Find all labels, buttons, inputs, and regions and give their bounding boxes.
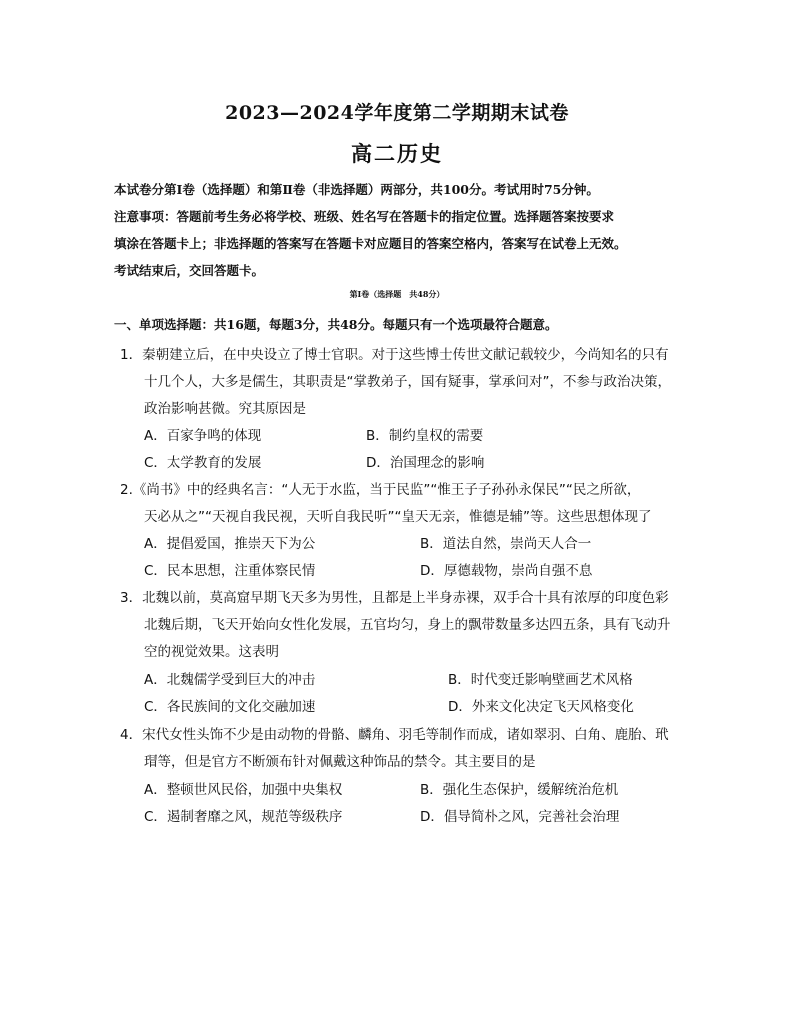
exam-subject: 高二历史 xyxy=(351,141,443,166)
question-1-option-d[interactable]: D．治国理念的影响 xyxy=(366,455,485,471)
question-3-line-3: 空的视觉效果。这表明 xyxy=(144,644,279,660)
question-1-option-b[interactable]: B．制约皇权的需要 xyxy=(366,428,484,444)
question-2-line-1: 2.《尚书》中的经典名言：“人无于水监，当于民监”“惟王子子孙孙永保民”“民之所欲， xyxy=(120,482,641,498)
section-heading: 一、单项选择题：共16题，每题3分，共48分。每题只有一个选项最符合题意。 xyxy=(114,317,558,332)
part1-heading: 第Ⅰ卷（选择题 共48分） xyxy=(349,289,445,299)
intro-line-3: 填涂在答题卡上；非选择题的答案写在答题卡对应题目的答案空格内，答案写在试卷上无效。 xyxy=(114,236,627,251)
question-4-option-b[interactable]: B．强化生态保护，缓解统治危机 xyxy=(420,782,619,798)
intro-line-1: 本试卷分第Ⅰ卷（选择题）和第Ⅱ卷（非选择题）两部分，共100分。考试用时75分钟。 xyxy=(114,182,599,197)
question-4-line-2: 瑁等，但是官方不断颁布针对佩戴这种饰品的禁令。其主要目的是 xyxy=(144,754,536,770)
question-3-line-1: 3．北魏以前，莫高窟早期飞天多为男性，且都是上半身赤裸，双手合十具有浓厚的印度色彩 xyxy=(120,590,669,606)
question-2-option-b[interactable]: B．道法自然，崇尚天人合一 xyxy=(420,536,592,552)
question-1-line-2: 十几个人，大多是儒生，其职责是“掌教弟子，国有疑事，掌承问对”，不参与政治决策， xyxy=(144,374,671,390)
question-4-option-a[interactable]: A．整顿世风民俗，加强中央集权 xyxy=(144,782,343,798)
question-1-option-a[interactable]: A．百家争鸣的体现 xyxy=(144,428,262,444)
question-4-option-c[interactable]: C．遏制奢靡之风，规范等级秩序 xyxy=(144,809,343,825)
intro-line-2: 注意事项：答题前考生务必将学校、班级、姓名写在答题卡的指定位置。选择题答案按要求 xyxy=(114,209,615,224)
question-2-line-2: 天必从之”“天视自我民视，天听自我民听”“皇天无亲，惟德是辅”等。这些思想体现了 xyxy=(144,509,652,525)
question-1-line-3: 政治影响甚微。究其原因是 xyxy=(144,401,306,417)
question-2-option-a[interactable]: A．提倡爱国，推崇天下为公 xyxy=(144,536,316,552)
question-3-option-c[interactable]: C．各民族间的文化交融加速 xyxy=(144,699,316,715)
question-1-option-c[interactable]: C．太学教育的发展 xyxy=(144,455,262,471)
question-3-option-a[interactable]: A．北魏儒学受到巨大的冲击 xyxy=(144,672,316,688)
question-4-line-1: 4．宋代女性头饰不少是由动物的骨骼、麟角、羽毛等制作而成，诸如翠羽、白角、鹿胎、玳 xyxy=(120,727,669,743)
question-3-line-2: 北魏后期，飞天开始向女性化发展，五官均匀，身上的飘带数量多达四五条，具有飞动升 xyxy=(144,617,671,633)
intro-line-4: 考试结束后，交回答题卡。 xyxy=(114,263,265,278)
question-2-option-d[interactable]: D．厚德载物，崇尚自强不息 xyxy=(420,563,593,579)
question-4-option-d[interactable]: D．倡导简朴之风，完善社会治理 xyxy=(420,809,620,825)
question-1-line-1: 1．秦朝建立后，在中央设立了博士官职。对于这些博士传世文献记载较少，今尚知名的只有 xyxy=(120,347,669,363)
question-3-option-b[interactable]: B．时代变迁影响壁画艺术风格 xyxy=(448,672,633,688)
exam-title: 2023—2024学年度第二学期期末试卷 xyxy=(225,102,569,124)
question-3-option-d[interactable]: D．外来文化决定飞天风格变化 xyxy=(448,699,634,715)
question-2-option-c[interactable]: C．民本思想，注重体察民情 xyxy=(144,563,316,579)
